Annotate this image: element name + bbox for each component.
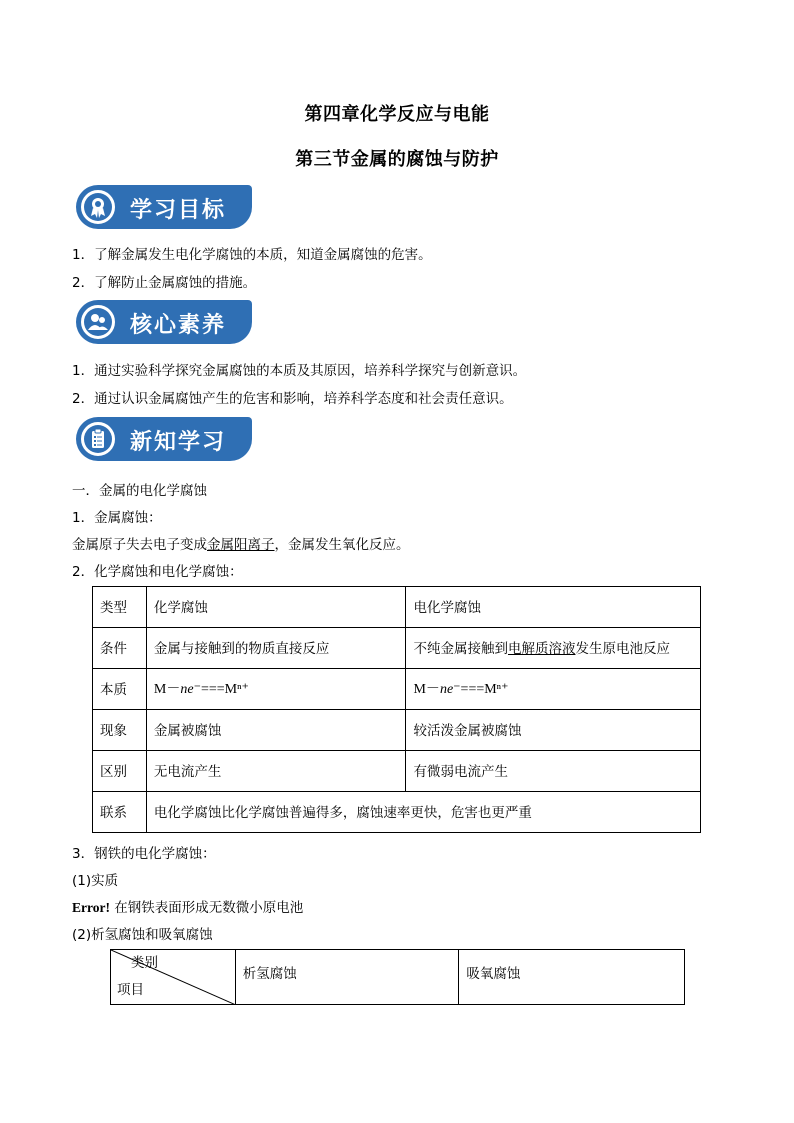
section-title: 第三节金属的腐蚀与防护 xyxy=(295,149,499,170)
table-row xyxy=(93,628,701,669)
table-header-cell: 电化学腐蚀 xyxy=(406,587,701,628)
table-cell xyxy=(406,669,701,710)
table-header-cell: 析氢腐蚀 xyxy=(235,950,459,1005)
banner-objectives xyxy=(76,185,252,229)
section-heading: 一．金属的电化学腐蚀 xyxy=(72,483,207,499)
row-label: 条件 xyxy=(93,628,147,669)
definition-post: ，金属发生氧化反应。 xyxy=(274,537,410,553)
definition-pre: 金属原子失去电子变成 xyxy=(72,537,207,553)
award-icon xyxy=(78,187,118,227)
table-row xyxy=(93,587,701,628)
error-text: Error! xyxy=(72,900,110,915)
clipboard-icon xyxy=(78,419,118,459)
formula-part: ne xyxy=(439,682,454,697)
definition-line xyxy=(72,533,410,553)
table-cell: 较活泼金属被腐蚀 xyxy=(406,710,701,751)
users-icon xyxy=(78,302,118,342)
essence-text: 在钢铁表面形成无数微小原电池 xyxy=(114,900,304,916)
table-cell: 无电流产生 xyxy=(146,751,406,792)
corrosion-comparison-table xyxy=(92,586,701,833)
table-cell: 电化学腐蚀比化学腐蚀普遍得多，腐蚀速率更快，危害也更严重 xyxy=(146,792,700,833)
table-row xyxy=(93,792,701,833)
table-row xyxy=(93,710,701,751)
banner-new-knowledge-label: 新知学习 xyxy=(130,430,227,455)
table-cell: 有微弱电流产生 xyxy=(406,751,701,792)
formula-part: M－ xyxy=(413,682,440,697)
corner-top-label: 类别 xyxy=(131,955,158,971)
chapter-title: 第四章化学反应与电能 xyxy=(304,104,490,125)
essence-line xyxy=(72,896,303,916)
cell-text: 不纯金属接触到 xyxy=(413,641,508,657)
formula-part: ⁻===Mⁿ⁺ xyxy=(453,682,509,697)
objective-1: 1．了解金属发生电化学腐蚀的本质，知道金属腐蚀的危害。 xyxy=(72,247,432,263)
row-label: 区别 xyxy=(93,751,147,792)
table-header-cell: 吸氧腐蚀 xyxy=(459,950,685,1005)
table-header-cell: 化学腐蚀 xyxy=(146,587,406,628)
formula-part: ⁻===Mⁿ⁺ xyxy=(193,682,249,697)
table-cell: 金属与接触到的物质直接反应 xyxy=(146,628,406,669)
table-cell xyxy=(406,628,701,669)
banner-objectives-label: 学习目标 xyxy=(130,198,227,223)
table-row xyxy=(93,669,701,710)
row-label: 联系 xyxy=(93,792,147,833)
table-row xyxy=(93,751,701,792)
corner-bottom-label: 项目 xyxy=(117,982,144,998)
table-header-cell: 类型 xyxy=(93,587,147,628)
hydrogen-oxygen-corrosion-table xyxy=(110,949,685,1005)
row-label: 现象 xyxy=(93,710,147,751)
sub-heading-essence: (1)实质 xyxy=(72,873,119,889)
formula-part: ne xyxy=(180,682,194,697)
cell-text-underline: 电解质溶液 xyxy=(507,641,576,657)
diagonal-header-cell xyxy=(111,950,236,1005)
item-1-heading: 1．金属腐蚀： xyxy=(72,510,162,526)
table-cell xyxy=(146,669,406,710)
literacy-1: 1．通过实验科学探究金属腐蚀的本质及其原因，培养科学探究与创新意识。 xyxy=(72,363,527,379)
formula-part: M－ xyxy=(153,682,181,697)
banner-literacy xyxy=(76,300,252,344)
literacy-2: 2．通过认识金属腐蚀产生的危害和影响，培养科学态度和社会责任意识。 xyxy=(72,391,513,407)
sub-heading-types: (2)析氢腐蚀和吸氧腐蚀 xyxy=(72,927,213,943)
table-cell: 金属被腐蚀 xyxy=(146,710,406,751)
banner-new-knowledge xyxy=(76,417,252,461)
definition-underline: 金属阳离子 xyxy=(207,537,275,553)
cell-text: 发生原电池反应 xyxy=(575,641,670,657)
table-row xyxy=(111,950,685,1005)
item-2-heading: 2．化学腐蚀和电化学腐蚀： xyxy=(72,564,243,580)
row-label: 本质 xyxy=(93,669,147,710)
objective-2: 2．了解防止金属腐蚀的措施。 xyxy=(72,275,257,291)
item-3-heading: 3．钢铁的电化学腐蚀： xyxy=(72,846,216,862)
banner-literacy-label: 核心素养 xyxy=(130,313,227,338)
